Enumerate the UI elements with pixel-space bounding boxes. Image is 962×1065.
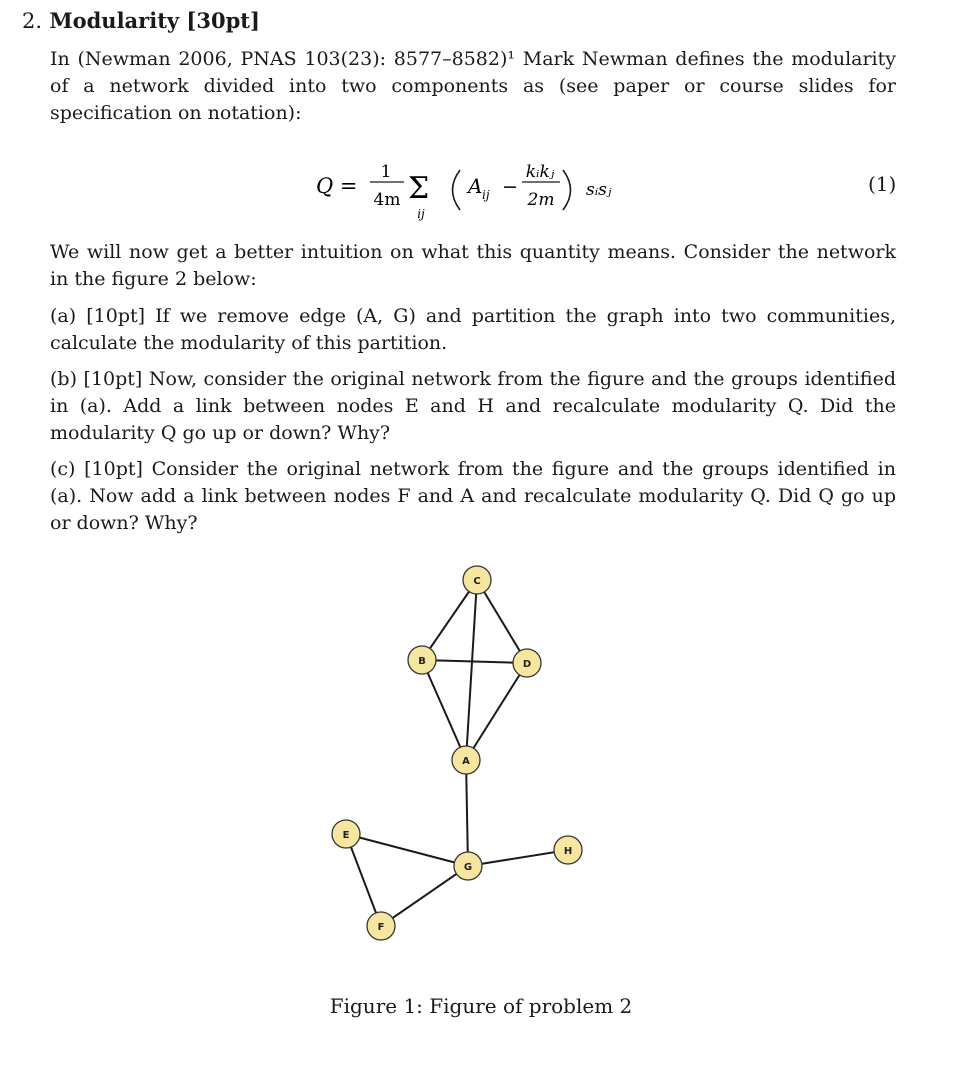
node-D xyxy=(513,649,541,677)
question-b: (b) [10pt] Now, consider the original network from the figure and the groups identified in (a). Add a link between nodes E and H and recalculate modularity Q. Did the modularity Q go up or down? Why? xyxy=(50,368,896,444)
eq-sum-index: ij xyxy=(417,207,425,221)
eq-k-denominator: 2m xyxy=(527,190,555,210)
question-a: (a) [10pt] If we remove edge (A, G) and partition the graph into two communities, calculate the modularity of this partition. xyxy=(50,305,896,354)
section-heading xyxy=(22,8,260,33)
intro-paragraph: In (Newman 2006, PNAS 103(23): 8577–8582)¹ Mark Newman defines the modularity of a network divided into two components as (see paper or course slides for specification on notation): xyxy=(50,48,896,124)
node-A xyxy=(452,746,480,774)
eq-lhs: Q = xyxy=(316,174,358,198)
edge-A-G xyxy=(466,760,468,866)
edge-C-A xyxy=(466,580,477,760)
edge-D-A xyxy=(466,663,527,760)
node-H-label: H xyxy=(563,846,573,857)
eq-numerator: 1 xyxy=(380,162,392,182)
node-G-label: G xyxy=(463,862,473,873)
eq-minus: − xyxy=(502,176,518,198)
eq-A-subscript: ij xyxy=(482,188,490,202)
edge-B-A xyxy=(422,660,466,760)
figure-caption: Figure 1: Figure of problem 2 xyxy=(329,994,633,1018)
eq-k-numerator: kᵢkⱼ xyxy=(525,162,555,182)
node-C xyxy=(463,566,491,594)
node-E xyxy=(332,820,360,848)
section-number: 2. xyxy=(22,9,43,33)
edge-F-G xyxy=(381,866,468,926)
equation-number: (1) xyxy=(868,172,897,196)
transition-paragraph: We will now get a better intuition on what this quantity means. Consider the network in the figure 2 below: xyxy=(50,241,896,290)
question-c: (c) [10pt] Consider the original network from the figure and the groups identified in (a). Now add a link between nodes F and A and recalculate modularity Q. Did Q go up or down? Why? xyxy=(50,458,896,534)
node-F-label: F xyxy=(377,922,385,933)
node-E-label: E xyxy=(342,830,350,841)
edge-B-D xyxy=(422,660,527,663)
network-figure xyxy=(320,560,620,960)
node-G xyxy=(454,852,482,880)
node-A-label: A xyxy=(462,756,470,767)
eq-sigma: Σ xyxy=(408,171,430,206)
node-H xyxy=(554,836,582,864)
eq-A: A xyxy=(468,174,483,198)
edge-G-H xyxy=(468,850,568,866)
eq-s-term: sᵢsⱼ xyxy=(586,180,612,200)
edge-E-F xyxy=(346,834,381,926)
node-B-label: B xyxy=(418,656,426,667)
node-F xyxy=(367,912,395,940)
section-title: Modularity [30pt] xyxy=(49,8,260,33)
node-C-label: C xyxy=(473,576,481,587)
eq-denominator: 4m xyxy=(373,190,401,210)
node-D-label: D xyxy=(522,659,532,670)
modularity-equation xyxy=(300,150,640,230)
node-B xyxy=(408,646,436,674)
edge-E-G xyxy=(346,834,468,866)
